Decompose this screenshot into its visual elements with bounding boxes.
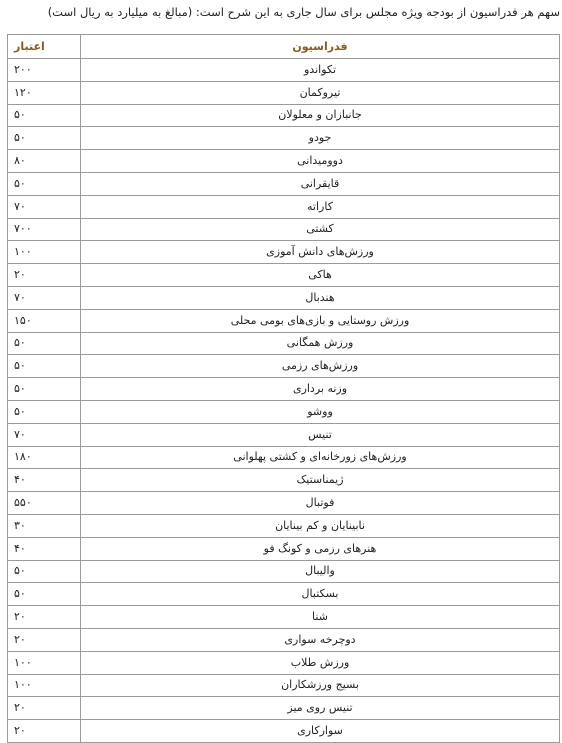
table-caption: سهم هر فدراسیون از بودجه ویژه مجلس برای سال جاری به این شرح است: (مبالغ به میلیارد به ریال است)	[47, 5, 560, 19]
table-row	[8, 172, 560, 195]
table-row	[8, 537, 560, 560]
column-header-amount: اعتبار	[8, 35, 81, 59]
federation-name-cell: بسکتبال	[81, 583, 560, 606]
table-row	[8, 332, 560, 355]
federation-name-cell: ورزش همگانی	[81, 332, 560, 355]
table-row	[8, 264, 560, 287]
federation-name-cell: سوارکاری	[81, 720, 560, 743]
table-row	[8, 628, 560, 651]
federation-name-cell: هاکی	[81, 264, 560, 287]
federation-name-cell: تیروکمان	[81, 81, 560, 104]
federation-name-cell: جودو	[81, 127, 560, 150]
column-header-federation: فدراسیون	[81, 35, 560, 59]
federation-name-cell: ژیمناستیک	[81, 469, 560, 492]
federation-name-cell: نابینایان و کم بینایان	[81, 514, 560, 537]
federation-name-cell: قایقرانی	[81, 172, 560, 195]
federation-name-cell: دوومیدانی	[81, 150, 560, 173]
federation-name-cell: بسیج ورزشکاران	[81, 674, 560, 697]
amount-cell: ۵۰	[8, 172, 81, 195]
amount-cell: ۲۰	[8, 264, 81, 287]
federation-name-cell: ورزش‌های رزمی	[81, 355, 560, 378]
amount-cell: ۵۰	[8, 104, 81, 127]
table-row	[8, 355, 560, 378]
federation-name-cell: شنا	[81, 606, 560, 629]
federation-name-cell: جانبازان و معلولان	[81, 104, 560, 127]
amount-cell: ۱۰۰	[8, 241, 81, 264]
table-row	[8, 59, 560, 82]
amount-cell: ۵۰	[8, 127, 81, 150]
amount-cell: ۱۲۰	[8, 81, 81, 104]
amount-cell: ۲۰	[8, 606, 81, 629]
federation-name-cell: ورزش‌های زورخانه‌ای و کشتی پهلوانی	[81, 446, 560, 469]
federation-name-cell: والیبال	[81, 560, 560, 583]
table-row	[8, 195, 560, 218]
table-row	[8, 560, 560, 583]
table-row	[8, 446, 560, 469]
amount-cell: ۱۰۰	[8, 651, 81, 674]
federation-name-cell: کشتی	[81, 218, 560, 241]
table-row	[8, 469, 560, 492]
federation-name-cell: تنیس	[81, 423, 560, 446]
table-row	[8, 583, 560, 606]
amount-cell: ۵۰	[8, 583, 81, 606]
table-row	[8, 514, 560, 537]
amount-cell: ۱۰۰	[8, 674, 81, 697]
federation-name-cell: هندبال	[81, 286, 560, 309]
table-row	[8, 606, 560, 629]
table-row	[8, 674, 560, 697]
table-row	[8, 241, 560, 264]
table-row	[8, 720, 560, 743]
federation-name-cell: ورزش روستایی و بازی‌های بومی محلی	[81, 309, 560, 332]
federation-name-cell: فوتبال	[81, 492, 560, 515]
amount-cell: ۲۰	[8, 628, 81, 651]
amount-cell: ۵۵۰	[8, 492, 81, 515]
table-row	[8, 309, 560, 332]
table-row	[8, 104, 560, 127]
table-row	[8, 651, 560, 674]
table-row	[8, 81, 560, 104]
amount-cell: ۵۰	[8, 355, 81, 378]
amount-cell: ۵۰	[8, 332, 81, 355]
federation-name-cell: تنیس روی میز	[81, 697, 560, 720]
amount-cell: ۲۰	[8, 697, 81, 720]
federation-name-cell: ووشو	[81, 400, 560, 423]
amount-cell: ۸۰	[8, 150, 81, 173]
federation-name-cell: کاراته	[81, 195, 560, 218]
federation-name-cell: دوچرخه سواری	[81, 628, 560, 651]
amount-cell: ۵۰	[8, 400, 81, 423]
amount-cell: ۴۰	[8, 537, 81, 560]
federation-budget-table	[7, 34, 560, 743]
amount-cell: ۲۰	[8, 720, 81, 743]
table-body	[8, 59, 560, 743]
table-row	[8, 492, 560, 515]
amount-cell: ۲۰۰	[8, 59, 81, 82]
table-row	[8, 400, 560, 423]
table-row	[8, 378, 560, 401]
table-row	[8, 423, 560, 446]
amount-cell: ۷۰۰	[8, 218, 81, 241]
federation-name-cell: هنرهای رزمی و کونگ فو	[81, 537, 560, 560]
amount-cell: ۴۰	[8, 469, 81, 492]
amount-cell: ۳۰	[8, 514, 81, 537]
amount-cell: ۱۵۰	[8, 309, 81, 332]
table-row	[8, 286, 560, 309]
table-row	[8, 697, 560, 720]
table-row	[8, 218, 560, 241]
federation-name-cell: تکواندو	[81, 59, 560, 82]
amount-cell: ۱۸۰	[8, 446, 81, 469]
amount-cell: ۵۰	[8, 378, 81, 401]
federation-name-cell: ورزش‌های دانش آموزی	[81, 241, 560, 264]
table-header-row	[8, 35, 560, 59]
amount-cell: ۷۰	[8, 423, 81, 446]
amount-cell: ۷۰	[8, 195, 81, 218]
federation-name-cell: ورزش طلاب	[81, 651, 560, 674]
table-row	[8, 150, 560, 173]
amount-cell: ۵۰	[8, 560, 81, 583]
amount-cell: ۷۰	[8, 286, 81, 309]
federation-name-cell: وزنه برداری	[81, 378, 560, 401]
table-row	[8, 127, 560, 150]
